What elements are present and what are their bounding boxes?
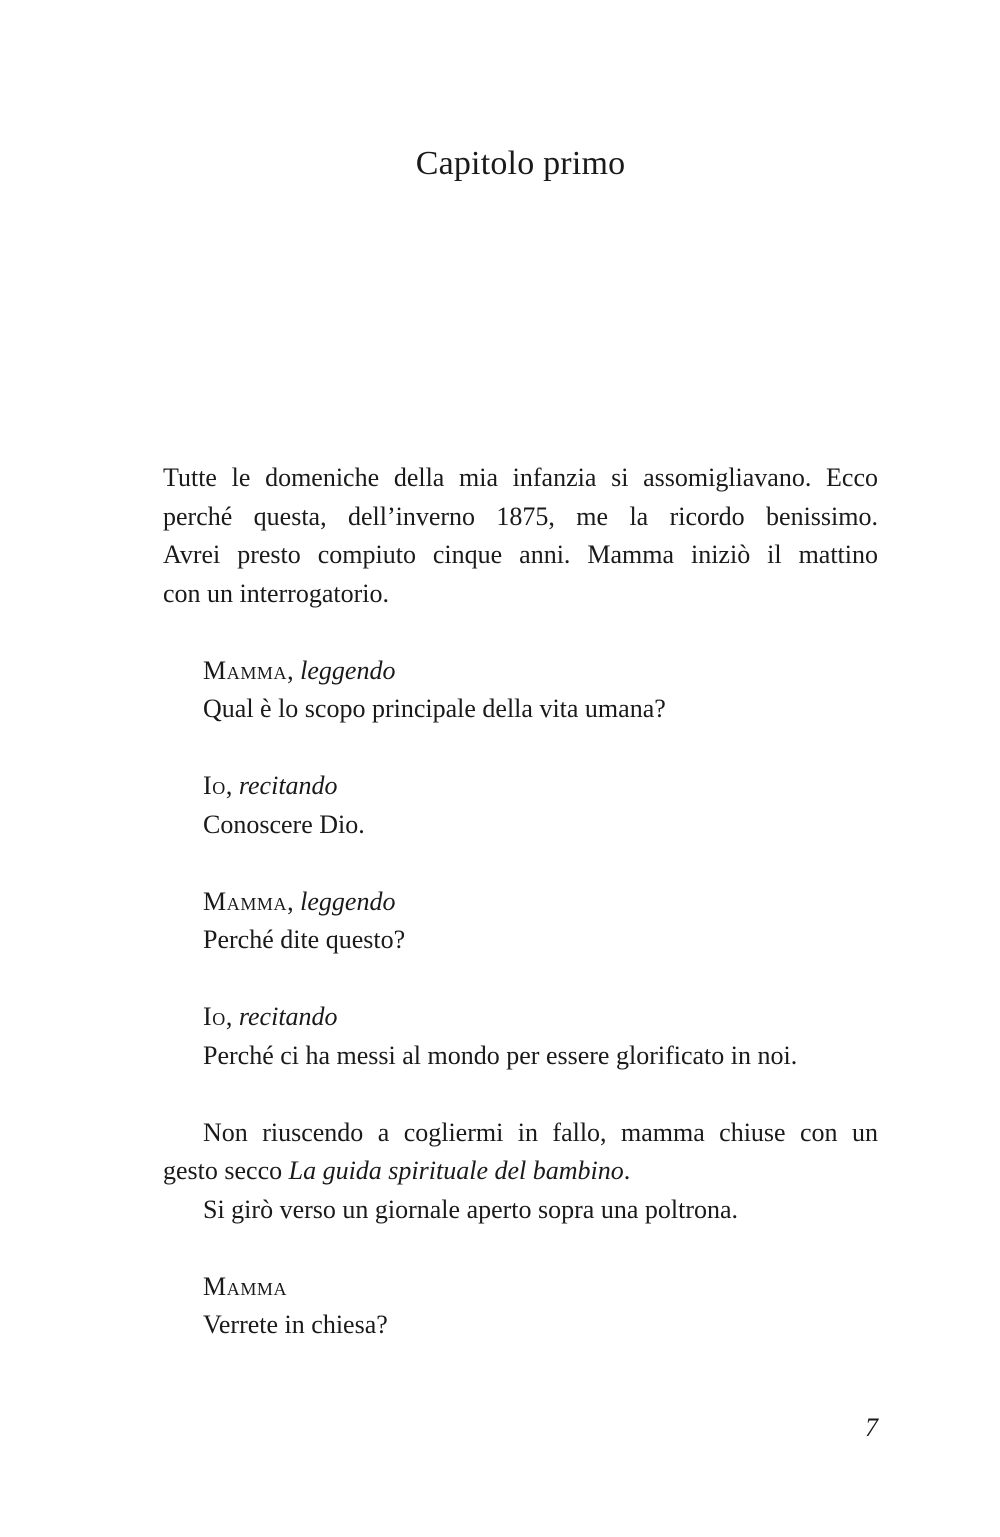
opening-paragraph: [163, 459, 878, 613]
speaker-name: Mamma: [203, 1271, 288, 1301]
speaker-name: Mamma: [203, 655, 288, 685]
stage-direction: leggendo: [300, 655, 396, 685]
dialogue-block: [203, 998, 878, 1075]
speaker-separator: ,: [225, 771, 239, 800]
dialogue-line: Perché dite questo?: [203, 925, 406, 954]
speaker-separator: ,: [287, 655, 301, 685]
speaker-line: [203, 1268, 878, 1307]
speaker-name: Io: [203, 1002, 226, 1031]
dialogue-block: [203, 1268, 878, 1345]
page-body: [163, 459, 878, 1345]
text-line: Avrei presto compiuto cinque anni. Mamma iniziò il mattino: [163, 540, 878, 569]
stage-direction: recitando: [238, 1002, 338, 1031]
single-line-paragraph: [163, 1191, 878, 1230]
speaker-line: [203, 883, 878, 922]
page-number: 7: [865, 1413, 878, 1442]
chapter-title: Capitolo primo: [415, 145, 626, 182]
text-line: con un interrogatorio.: [163, 578, 389, 608]
dialogue-block: [203, 883, 878, 960]
text-line: Non riuscendo a cogliermi in fallo, mamma chiuse con un: [203, 1117, 878, 1147]
text-line: Si girò verso un giornale aperto sopra una poltrona.: [203, 1194, 739, 1224]
speaker-line: [203, 767, 878, 806]
dialogue-block: [203, 767, 878, 844]
stage-direction: recitando: [238, 771, 338, 800]
closing-paragraph: [163, 1114, 878, 1191]
text-line: perché questa, dell’inverno 1875, me la ricordo benissimo.: [163, 501, 878, 531]
stage-direction: leggendo: [300, 886, 396, 916]
book-title-italic: La guida spirituale del bambino: [288, 1156, 624, 1185]
text-segment: gesto secco: [163, 1156, 289, 1185]
speaker-line: [203, 998, 878, 1037]
speaker-name: Mamma: [203, 886, 288, 916]
dialogue-line: Verrete in chiesa?: [203, 1310, 388, 1339]
speaker-name: Io: [203, 771, 226, 800]
speaker-line: [203, 652, 878, 691]
dialogue-block: [203, 652, 878, 729]
dialogue-line: Perché ci ha messi al mondo per essere glorificato in noi.: [203, 1040, 798, 1070]
speaker-separator: ,: [225, 1002, 239, 1031]
dialogue-line: Conoscere Dio.: [203, 809, 365, 839]
dialogue-line: Qual è lo scopo principale della vita umana?: [203, 694, 666, 723]
speaker-separator: ,: [287, 886, 301, 916]
text-line: Tutte le domeniche della mia infanzia si assomigliavano. Ecco: [163, 463, 878, 492]
text-segment: .: [623, 1156, 631, 1185]
text-line: [163, 1152, 878, 1191]
